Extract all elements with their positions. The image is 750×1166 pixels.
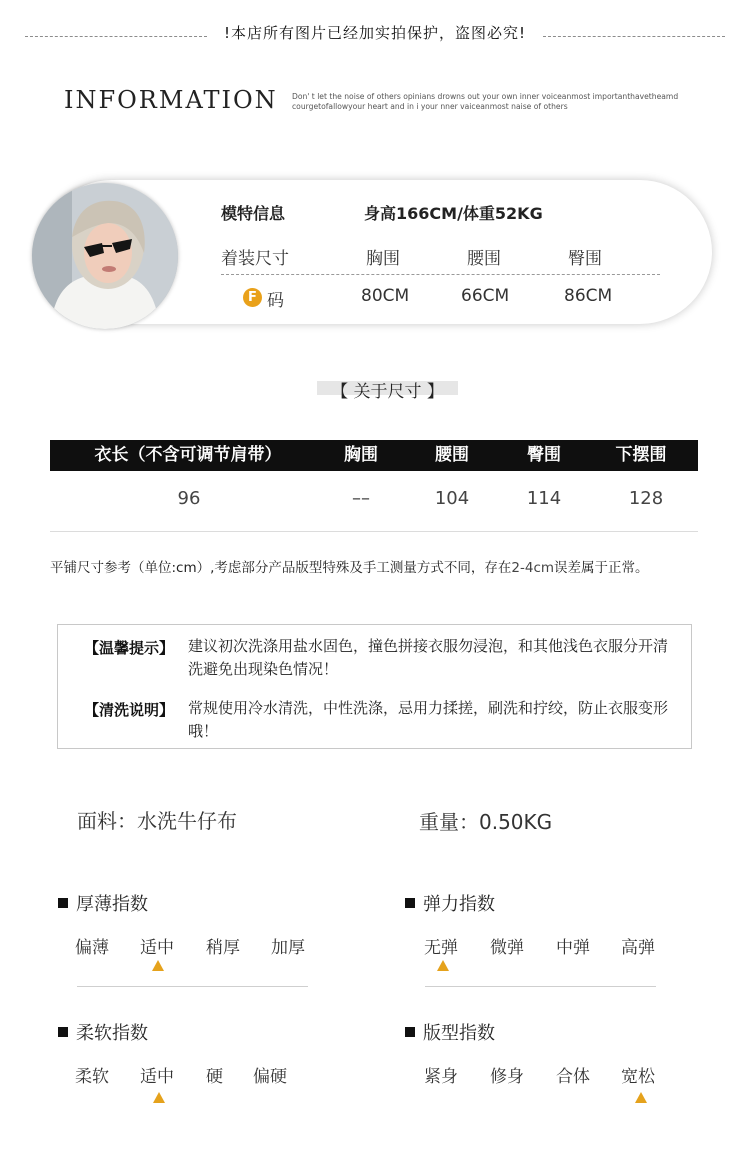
wear-size-label: 着装尺寸	[221, 249, 289, 269]
size-note-range: 2-4cm	[511, 560, 555, 576]
model-portrait-image	[32, 183, 178, 329]
size-suffix: 码	[267, 291, 284, 311]
fit-option: 紧身	[424, 1067, 458, 1087]
softness-option: 偏硬	[253, 1067, 287, 1087]
warm-tip-label: 【温馨提示】	[84, 639, 175, 657]
model-stats: 身高166CM/体重52KG	[364, 204, 543, 223]
size-header-chest: 胸围	[344, 445, 378, 465]
softness-index-title: 柔软指数	[76, 1023, 148, 1044]
size-section-title: 【 关于尺寸 】	[331, 382, 444, 402]
fit-option: 宽松	[621, 1067, 655, 1087]
information-description: Don' t let the noise of others opinians drowns out your own inner voiceanmost importanthavetheamd courgetofallowyour heart and in i your nner vaiceanmost naise of others	[292, 92, 679, 111]
elasticity-divider	[425, 986, 656, 987]
elasticity-bullet-icon	[405, 898, 415, 908]
fit-option: 合体	[556, 1067, 590, 1087]
thickness-bullet-icon	[58, 898, 68, 908]
size-table-header-row	[50, 440, 698, 471]
softness-bullet-icon	[58, 1027, 68, 1037]
size-value-length: 96	[177, 488, 201, 509]
elasticity-option: 中弹	[556, 938, 590, 958]
size-value-waist: 104	[434, 488, 470, 509]
fit-bullet-icon	[405, 1027, 415, 1037]
size-value-hip: 114	[526, 488, 562, 509]
warm-tip-text: 建议初次洗涤用盐水固色，撞色拼接衣服勿浸泡，和其他浅色衣服分开清洗避免出现染色情况！	[188, 637, 669, 678]
notice-divider-right	[543, 36, 725, 37]
size-note	[50, 556, 740, 576]
col-chest-label: 胸围	[366, 249, 400, 269]
thickness-option: 稍厚	[206, 938, 240, 958]
size-note-post: 误差属于正常。	[554, 560, 649, 576]
size-header-hip: 臀围	[527, 445, 561, 465]
model-waist-value: 66CM	[461, 286, 510, 306]
elasticity-option: 高弹	[621, 938, 655, 958]
thickness-option: 加厚	[271, 938, 305, 958]
elasticity-option: 无弹	[424, 938, 458, 958]
size-table-bottom-line	[50, 531, 698, 532]
size-note-pre: 平铺尺寸参考（单位:cm）,考虑部分产品版型特殊及手工测量方式不同，存在	[50, 560, 512, 576]
softness-selected-marker-icon	[153, 1092, 165, 1103]
fit-selected-marker-icon	[635, 1092, 647, 1103]
size-header-length: 衣长（不含可调节肩带）	[94, 445, 282, 465]
size-header-hem: 下摆围	[615, 445, 667, 465]
thickness-index-title: 厚薄指数	[76, 894, 148, 915]
size-header-waist: 腰围	[435, 445, 469, 465]
size-value-chest: ––	[352, 488, 370, 509]
fabric-weight: 重量：0.50KG	[419, 810, 553, 834]
model-hip-value: 86CM	[564, 286, 613, 306]
model-chest-value: 80CM	[361, 286, 410, 306]
thickness-option: 适中	[140, 938, 174, 958]
wash-tip-text: 常规使用冷水清洗，中性洗涤，忌用力揉搓，刷洗和拧绞，防止衣服变形哦！	[188, 699, 669, 740]
model-avatar	[32, 183, 178, 329]
size-badge: F	[243, 288, 262, 307]
elasticity-selected-marker-icon	[437, 960, 449, 971]
information-title: INFORMATION	[64, 86, 278, 114]
col-waist-label: 腰围	[467, 249, 501, 269]
wash-tip-label: 【清洗说明】	[84, 701, 175, 719]
size-value-hem: 128	[628, 488, 664, 509]
thickness-divider	[77, 986, 308, 987]
fit-option: 修身	[490, 1067, 524, 1087]
fit-index-title: 版型指数	[423, 1023, 495, 1044]
softness-option: 适中	[140, 1067, 174, 1087]
size-section-header	[317, 375, 458, 401]
elasticity-index-title: 弹力指数	[423, 894, 495, 915]
thickness-option: 偏薄	[75, 938, 109, 958]
thickness-selected-marker-icon	[152, 960, 164, 971]
copyright-notice: !本店所有图片已经加实拍保护，盗图必究!	[223, 24, 527, 42]
fabric-material: 面料：水洗牛仔布	[77, 809, 237, 833]
model-info-label: 模特信息	[221, 204, 286, 223]
model-card-divider	[221, 274, 660, 275]
elasticity-option: 微弹	[490, 938, 524, 958]
softness-option: 硬	[206, 1067, 223, 1087]
col-hip-label: 臀围	[568, 249, 602, 269]
care-tips-box	[57, 624, 692, 749]
softness-option: 柔软	[75, 1067, 109, 1087]
